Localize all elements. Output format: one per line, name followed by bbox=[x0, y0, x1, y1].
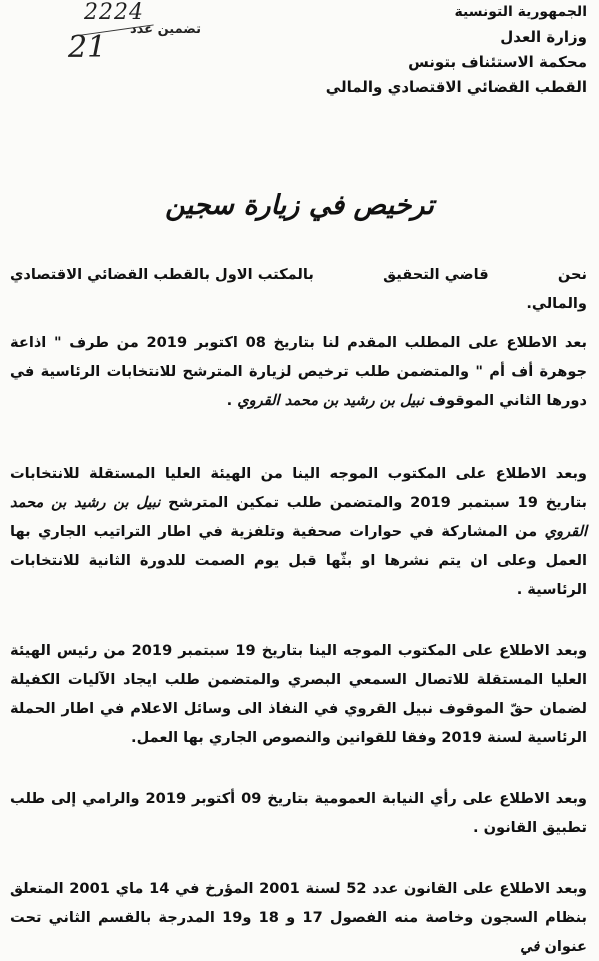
detainee-name: نبيل بن رشيد بن محمد القروي bbox=[237, 392, 424, 409]
paragraph-isie bbox=[10, 459, 587, 604]
candidate-name: نبيل بن رشيد بن محمد القروي bbox=[10, 494, 587, 540]
opening-line bbox=[10, 260, 587, 289]
paragraph-request-end: . bbox=[226, 392, 238, 409]
paragraph-haica: وبعد الاطلاع على المكتوب الموجه الينا بتاريخ 19 سبتمبر 2019 من رئيس الهيئة العليا المستقلة للاتصال السمعي البصري والمتضمن طلب ايجاد الآليات الكفيلة لضمان حقّ الموقوف نبيل القروي في النفاذ الى وسائل الاعلام في اطار الحملة الرئاسية لسنة 2019 وفقا للقوانين والنصوص الجاري بها العمل. bbox=[10, 642, 588, 746]
nahnu-word: نحن bbox=[557, 266, 587, 283]
handwritten-number-top: 2224 bbox=[84, 0, 144, 25]
letterhead bbox=[267, 0, 587, 100]
office-text: بالمكتب الاول بالقطب القضائي الاقتصادي bbox=[10, 266, 314, 283]
judge-title: قاضي التحقيق bbox=[383, 266, 489, 283]
header-ministry: وزارة العدل bbox=[500, 28, 587, 46]
paragraph-prosecution: وبعد الاطلاع على رأي النيابة العمومية بتاريخ 09 أكتوبر 2019 والرامي إلى طلب تطبيق القانون . bbox=[10, 790, 587, 836]
header-division: القطب القضائي الاقتصادي والمالي bbox=[325, 78, 587, 96]
paragraph-isie-text-end: من المشاركة في حوارات صحفية وتلفزية في اطار التراتيب الجاري بها العمل وعلى ان يتم نشرها او بثّها قبل يوم الصمت للدورة الثانية للانتخابات الرئاسية . bbox=[10, 523, 587, 598]
tadamman-label: تضمين عدد bbox=[130, 22, 201, 37]
document-body bbox=[10, 260, 587, 961]
paragraph-law bbox=[10, 874, 587, 961]
paragraph-request bbox=[10, 328, 587, 415]
office-continuation: والمالي. bbox=[526, 295, 587, 312]
paragraph-isie-text: وبعد الاطلاع على المكتوب الموجه الينا من الهيئة العليا المستقلة للانتخابات بتاريخ 19 سبتمبر 2019 والمتضمن طلب تمكين المترشح bbox=[10, 465, 588, 511]
header-republic: الجمهورية التونسية bbox=[454, 4, 587, 20]
header-court: محكمة الاستئناف بتونس bbox=[408, 53, 587, 71]
paragraph-law-italic: في bbox=[520, 938, 540, 955]
paragraph-request-text: بعد الاطلاع على المطلب المقدم لنا بتاريخ 08 اكتوبر 2019 من طرف " اذاعة جوهرة أف أم " والمتضمن طلب ترخيص لزيارة المترشح للانتخابات الرئاسية في دورها الثاني الموقوف bbox=[10, 334, 587, 409]
document-title: ترخيص في زيارة سجين bbox=[165, 190, 434, 221]
handwritten-number-bottom: 21 bbox=[68, 30, 107, 65]
paragraph-law-text: وبعد الاطلاع على القانون عدد 52 لسنة 2001 المؤرخ في 14 ماي 2001 المتعلق بنظام السجون وخاصة منه الفصول 17 و 18 و19 المدرجة بالقسم الثاني تحت عنوان bbox=[10, 880, 588, 955]
